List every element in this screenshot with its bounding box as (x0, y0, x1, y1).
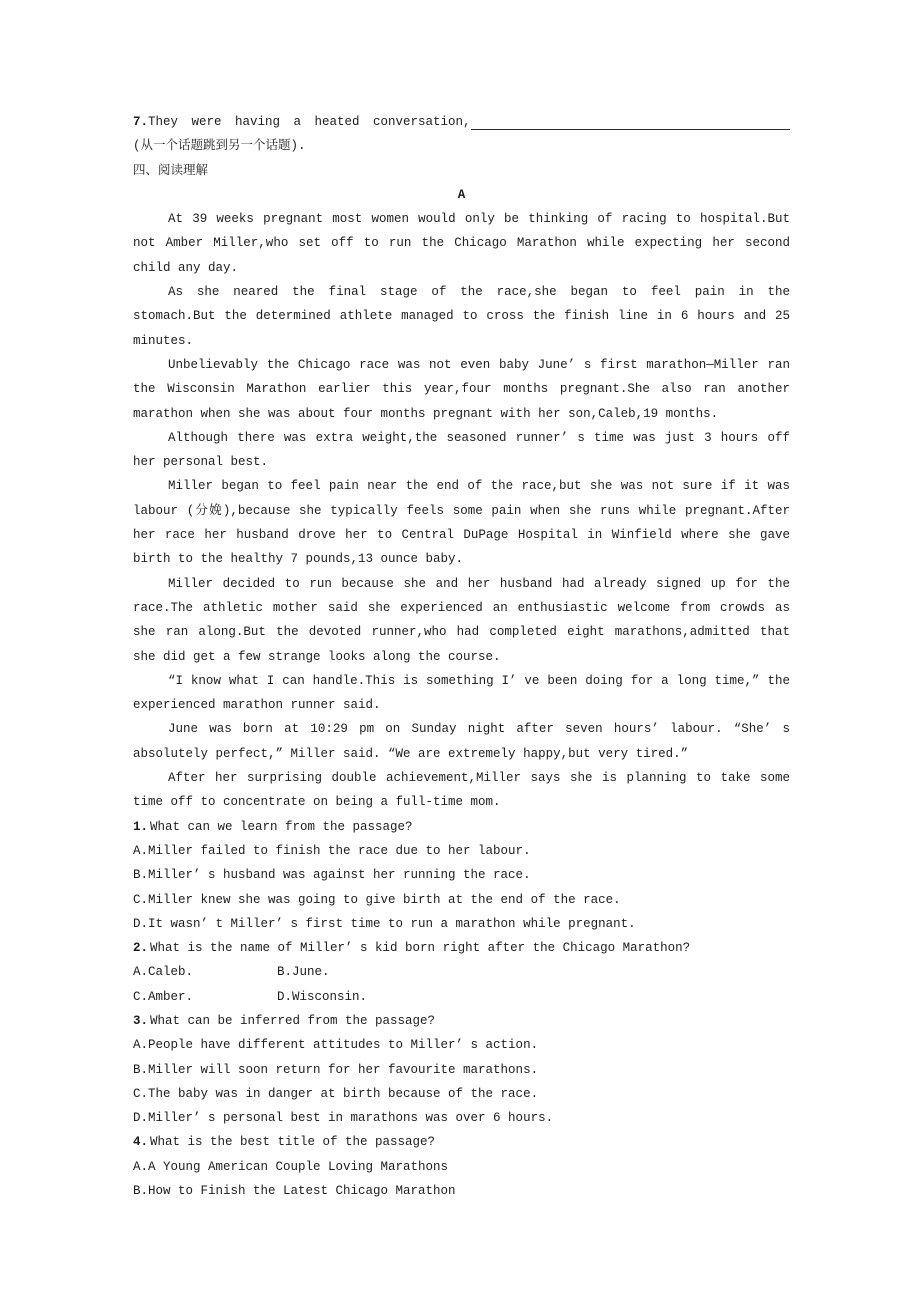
passage-paragraph: Unbelievably the Chicago race was not even baby June’ s first marathon—Miller ran the Wisconsin Marathon earlier this year,four months pregnant.She also ran another marathon when she was about four months pregnant with her son,Caleb,19 months. (133, 357, 790, 421)
question-4 (133, 1130, 790, 1203)
option-b: B.Miller’ s husband was against her running the race. (133, 868, 531, 883)
option-b: B.June. (277, 965, 330, 980)
question-number: 2. (133, 941, 149, 956)
passage-paragraph: After her surprising double achievement,Miller says she is planning to take some time off to concentrate on being a full-time mom. (133, 771, 790, 810)
item-number: 7. (133, 115, 149, 129)
section-title: 四、阅读理解 (133, 163, 209, 178)
option-d: D.Wisconsin. (277, 989, 368, 1004)
option-c: C.Amber. (133, 989, 194, 1004)
option-c: C.Miller knew she was going to give birth at the end of the race. (133, 892, 621, 907)
option-a: A.Miller failed to finish the race due to her labour. (133, 843, 531, 858)
question-text: What is the best title of the passage? (150, 1135, 436, 1150)
passage-paragraph: Although there was extra weight,the seasoned runner’ s time was just 3 hours off her personal best. (133, 430, 790, 470)
option-b: B.Miller will soon return for her favourite marathons. (133, 1062, 539, 1077)
passage-label: A (457, 187, 466, 202)
question-text: What is the name of Miller’ s kid born right after the Chicago Marathon? (150, 941, 691, 956)
option-a: A.A Young American Couple Loving Marathons (133, 1159, 449, 1174)
passage-paragraph: As she neared the final stage of the race,she began to feel pain in the stomach.But the determined athlete managed to cross the finish line in 6 hours and 25 minutes. (133, 285, 790, 348)
option-c: C.The baby was in danger at birth because of the race. (133, 1086, 539, 1101)
document-content (133, 110, 790, 1203)
item-text: They were having a heated conversation, (148, 115, 471, 129)
question-number: 1. (133, 819, 149, 834)
item-7-note: (从一个话题跳到另一个话题). (133, 139, 306, 154)
passage-paragraph: At 39 weeks pregnant most women would only be thinking of racing to hospital.But not Amber Miller,who set off to run the Chicago Marathon while expecting her second child any day. (133, 212, 790, 275)
question-3 (133, 1009, 790, 1130)
option-d: D.Miller’ s personal best in marathons was over 6 hours. (133, 1111, 554, 1126)
question-text: What can be inferred from the passage? (150, 1013, 436, 1028)
passage-paragraph: Miller decided to run because she and her husband had already signed up for the race.The athletic mother said she experienced an enthusiastic welcome from crowds as she ran along.But the devoted runner,who had completed eight marathons,admitted that she did get a few strange looks along the course. (133, 576, 790, 664)
passage-paragraph: “I know what I can handle.This is something I’ ve been doing for a long time,” the experienced marathon runner said. (133, 673, 790, 713)
question-1 (133, 815, 790, 936)
question-number: 3. (133, 1013, 149, 1028)
option-b: B.How to Finish the Latest Chicago Marathon (133, 1184, 456, 1199)
question-text: What can we learn from the passage? (150, 819, 413, 834)
answer-blank-line (471, 129, 790, 130)
option-a: A.Caleb. (133, 965, 194, 980)
question-number: 4. (133, 1135, 149, 1150)
option-d: D.It wasn’ t Miller’ s first time to run a marathon while pregnant. (133, 916, 636, 931)
passage-paragraph: June was born at 10:29 pm on Sunday night after seven hours’ labour. “She’ s absolutely perfect,” Miller said. “We are extremely happy,but very tired.” (133, 722, 790, 761)
question-2 (133, 936, 790, 1009)
option-a: A.People have different attitudes to Miller’ s action. (133, 1038, 539, 1053)
fill-in-item-7 (133, 110, 790, 134)
passage-paragraph: Miller began to feel pain near the end of the race,but she was not sure if it was labour (分娩),because she typically feels some pain when she runs while pregnant.After her race her husband drove her to Central DuPage Hospital in Winfield where she gave birth to the healthy 7 pounds,13 ounce baby. (133, 479, 790, 567)
